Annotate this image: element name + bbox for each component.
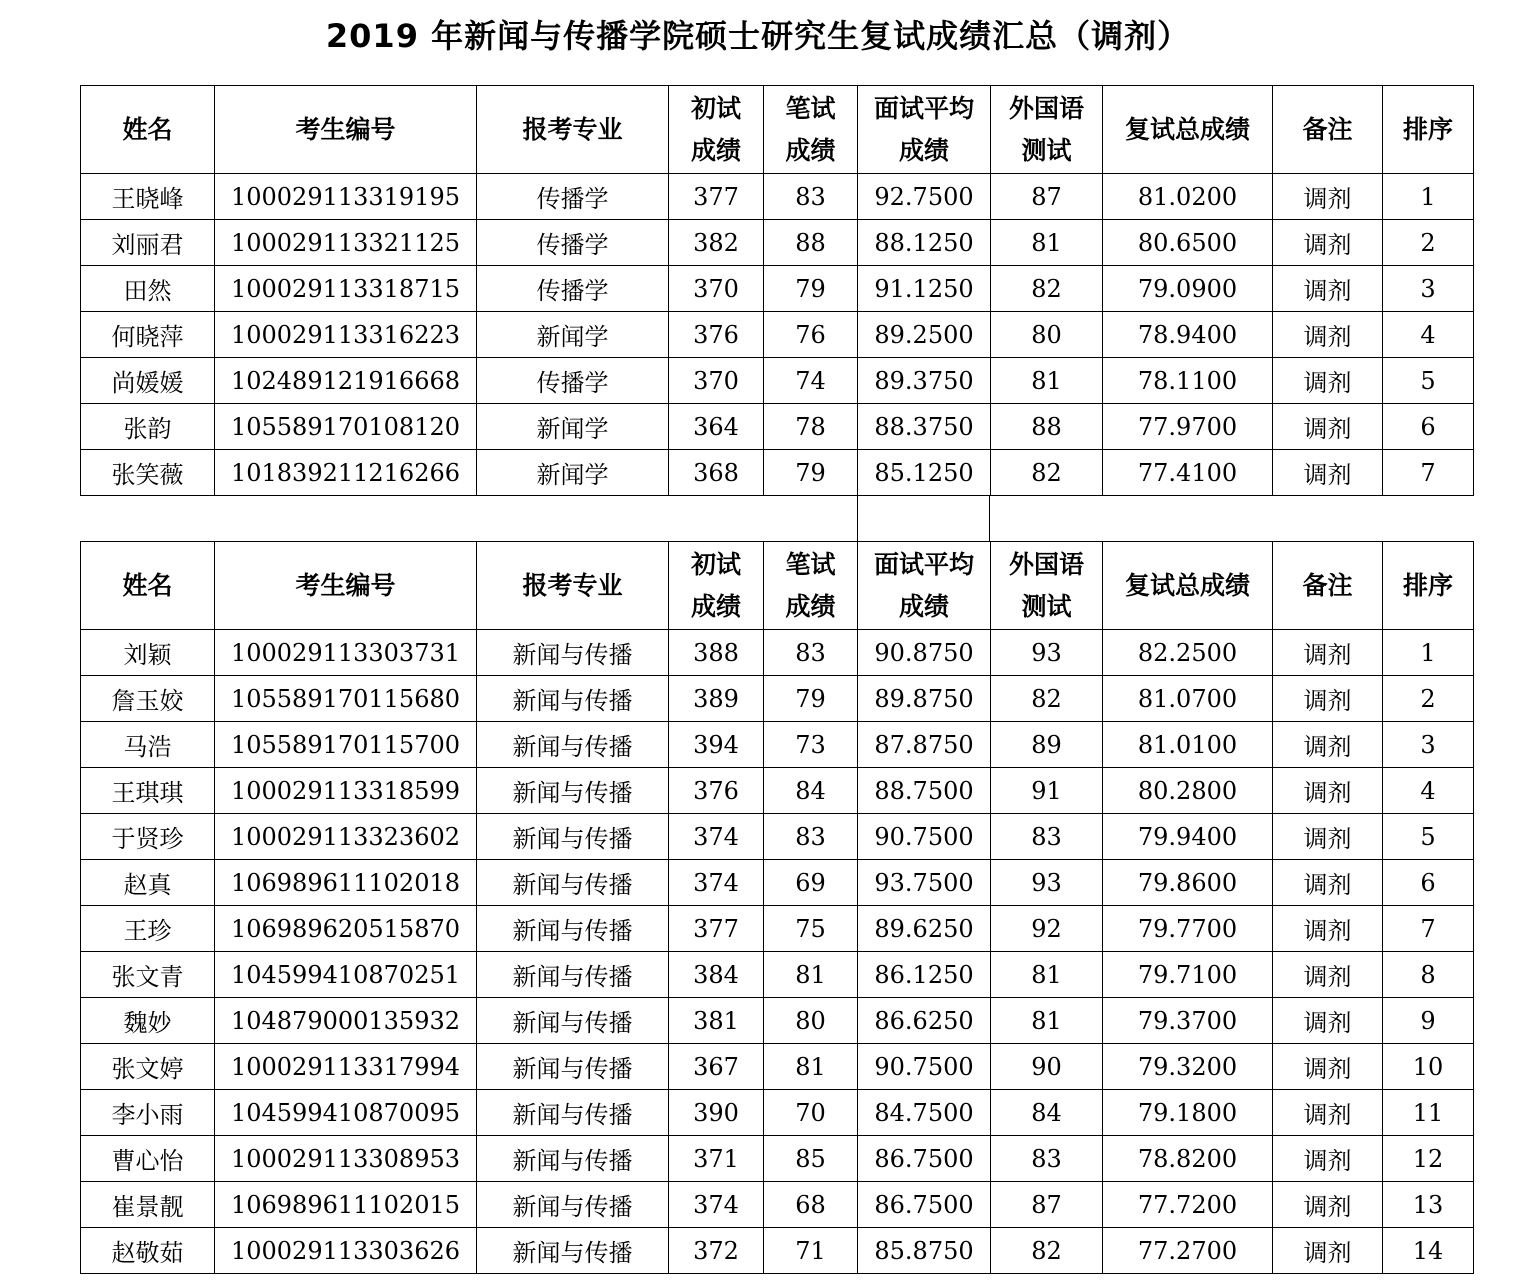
header-row [81, 542, 1474, 630]
cell-written-score: 83 [764, 174, 858, 220]
cell-foreign-language: 82 [991, 676, 1103, 722]
cell-name: 曹心怡 [81, 1136, 215, 1182]
cell-major: 新闻与传播 [477, 860, 669, 906]
cell-rank: 14 [1383, 1228, 1474, 1274]
cell-foreign-language: 90 [991, 1044, 1103, 1090]
cell-written-score: 69 [764, 860, 858, 906]
cell-name: 魏妙 [81, 998, 215, 1044]
cell-written-score: 74 [764, 358, 858, 404]
cell-initial-score: 364 [669, 404, 764, 450]
cell-written-score: 79 [764, 676, 858, 722]
cell-retest-total: 79.8600 [1103, 860, 1273, 906]
cell-initial-score: 374 [669, 860, 764, 906]
cell-initial-score: 370 [669, 358, 764, 404]
cell-exam-id: 100029113323602 [215, 814, 477, 860]
cell-interview-avg: 93.7500 [858, 860, 991, 906]
cell-interview-avg: 87.8750 [858, 722, 991, 768]
header-rank: 排序 [1383, 86, 1474, 174]
cell-rank: 11 [1383, 1090, 1474, 1136]
cell-foreign-language: 91 [991, 768, 1103, 814]
cell-retest-total: 78.8200 [1103, 1136, 1273, 1182]
cell-initial-score: 368 [669, 450, 764, 496]
cell-foreign-language: 87 [991, 1182, 1103, 1228]
table-row [81, 814, 1474, 860]
cell-initial-score: 367 [669, 1044, 764, 1090]
cell-retest-total: 78.1100 [1103, 358, 1273, 404]
cell-major: 新闻与传播 [477, 952, 669, 998]
cell-exam-id: 106989611102015 [215, 1182, 477, 1228]
cell-interview-avg: 90.8750 [858, 630, 991, 676]
cell-retest-total: 80.6500 [1103, 220, 1273, 266]
cell-exam-id: 100029113303731 [215, 630, 477, 676]
table-row [81, 266, 1474, 312]
gap-divider [857, 496, 858, 541]
table-body-1 [81, 174, 1474, 496]
cell-name: 张笑薇 [81, 450, 215, 496]
cell-exam-id: 104599410870251 [215, 952, 477, 998]
cell-name: 王琪琪 [81, 768, 215, 814]
cell-retest-total: 79.9400 [1103, 814, 1273, 860]
cell-foreign-language: 81 [991, 220, 1103, 266]
cell-name: 何晓萍 [81, 312, 215, 358]
cell-interview-avg: 91.1250 [858, 266, 991, 312]
cell-rank: 4 [1383, 768, 1474, 814]
cell-retest-total: 79.3200 [1103, 1044, 1273, 1090]
cell-written-score: 76 [764, 312, 858, 358]
cell-foreign-language: 93 [991, 630, 1103, 676]
cell-written-score: 73 [764, 722, 858, 768]
cell-initial-score: 376 [669, 312, 764, 358]
cell-foreign-language: 87 [991, 174, 1103, 220]
cell-retest-total: 81.0200 [1103, 174, 1273, 220]
cell-retest-total: 79.3700 [1103, 998, 1273, 1044]
cell-exam-id: 100029113316223 [215, 312, 477, 358]
header-major: 报考专业 [477, 86, 669, 174]
cell-written-score: 71 [764, 1228, 858, 1274]
cell-major: 传播学 [477, 266, 669, 312]
cell-major: 新闻与传播 [477, 906, 669, 952]
cell-remark: 调剂 [1273, 1090, 1383, 1136]
table-row [81, 860, 1474, 906]
cell-name: 赵真 [81, 860, 215, 906]
cell-major: 传播学 [477, 220, 669, 266]
cell-foreign-language: 84 [991, 1090, 1103, 1136]
header-remark: 备注 [1273, 542, 1383, 630]
cell-name: 李小雨 [81, 1090, 215, 1136]
cell-initial-score: 394 [669, 722, 764, 768]
cell-interview-avg: 89.3750 [858, 358, 991, 404]
table-row [81, 952, 1474, 998]
cell-exam-id: 105589170115700 [215, 722, 477, 768]
header-name: 姓名 [81, 86, 215, 174]
cell-remark: 调剂 [1273, 266, 1383, 312]
header-retest-total: 复试总成绩 [1103, 86, 1273, 174]
cell-interview-avg: 89.2500 [858, 312, 991, 358]
cell-remark: 调剂 [1273, 814, 1383, 860]
cell-exam-id: 100029113318599 [215, 768, 477, 814]
header-written-score: 笔试 成绩 [764, 86, 858, 174]
cell-remark: 调剂 [1273, 220, 1383, 266]
cell-initial-score: 372 [669, 1228, 764, 1274]
header-name: 姓名 [81, 542, 215, 630]
cell-rank: 7 [1383, 906, 1474, 952]
header-row [81, 86, 1474, 174]
cell-name: 张韵 [81, 404, 215, 450]
cell-remark: 调剂 [1273, 1228, 1383, 1274]
cell-interview-avg: 88.3750 [858, 404, 991, 450]
cell-rank: 3 [1383, 266, 1474, 312]
cell-written-score: 68 [764, 1182, 858, 1228]
cell-remark: 调剂 [1273, 312, 1383, 358]
cell-rank: 8 [1383, 952, 1474, 998]
cell-remark: 调剂 [1273, 860, 1383, 906]
cell-initial-score: 370 [669, 266, 764, 312]
table-row [81, 998, 1474, 1044]
cell-name: 刘丽君 [81, 220, 215, 266]
table-row [81, 1228, 1474, 1274]
cell-name: 张文青 [81, 952, 215, 998]
cell-foreign-language: 80 [991, 312, 1103, 358]
cell-major: 新闻与传播 [477, 1228, 669, 1274]
cell-major: 新闻学 [477, 404, 669, 450]
table-row [81, 404, 1474, 450]
cell-written-score: 81 [764, 952, 858, 998]
header-interview-avg: 面试平均 成绩 [858, 542, 991, 630]
page-title: 2019 年新闻与传播学院硕士研究生复试成绩汇总（调剂） [325, 17, 1191, 55]
table-row [81, 1090, 1474, 1136]
table-row [81, 1136, 1474, 1182]
cell-major: 新闻学 [477, 450, 669, 496]
cell-retest-total: 79.7100 [1103, 952, 1273, 998]
table-row [81, 174, 1474, 220]
cell-exam-id: 100029113303626 [215, 1228, 477, 1274]
cell-written-score: 75 [764, 906, 858, 952]
cell-interview-avg: 85.8750 [858, 1228, 991, 1274]
cell-major: 新闻与传播 [477, 1044, 669, 1090]
cell-remark: 调剂 [1273, 1136, 1383, 1182]
table-row [81, 676, 1474, 722]
cell-written-score: 80 [764, 998, 858, 1044]
cell-remark: 调剂 [1273, 768, 1383, 814]
cell-major: 新闻与传播 [477, 630, 669, 676]
cell-interview-avg: 86.7500 [858, 1136, 991, 1182]
cell-remark: 调剂 [1273, 174, 1383, 220]
table-row [81, 768, 1474, 814]
cell-initial-score: 376 [669, 768, 764, 814]
cell-exam-id: 106989611102018 [215, 860, 477, 906]
cell-name: 赵敬茹 [81, 1228, 215, 1274]
cell-major: 新闻与传播 [477, 1090, 669, 1136]
cell-foreign-language: 83 [991, 1136, 1103, 1182]
cell-rank: 6 [1383, 404, 1474, 450]
table-row [81, 630, 1474, 676]
cell-rank: 3 [1383, 722, 1474, 768]
cell-written-score: 79 [764, 450, 858, 496]
cell-initial-score: 388 [669, 630, 764, 676]
cell-exam-id: 104879000135932 [215, 998, 477, 1044]
cell-interview-avg: 90.7500 [858, 1044, 991, 1090]
cell-retest-total: 81.0700 [1103, 676, 1273, 722]
cell-written-score: 83 [764, 630, 858, 676]
cell-remark: 调剂 [1273, 906, 1383, 952]
cell-major: 新闻与传播 [477, 722, 669, 768]
cell-name: 王晓峰 [81, 174, 215, 220]
cell-exam-id: 100029113321125 [215, 220, 477, 266]
cell-foreign-language: 81 [991, 952, 1103, 998]
cell-exam-id: 102489121916668 [215, 358, 477, 404]
cell-name: 崔景靓 [81, 1182, 215, 1228]
header-foreign-language: 外国语 测试 [991, 542, 1103, 630]
cell-rank: 10 [1383, 1044, 1474, 1090]
cell-foreign-language: 81 [991, 998, 1103, 1044]
cell-remark: 调剂 [1273, 722, 1383, 768]
table-row [81, 312, 1474, 358]
cell-interview-avg: 92.7500 [858, 174, 991, 220]
table-row [81, 358, 1474, 404]
table-row [81, 722, 1474, 768]
cell-interview-avg: 90.7500 [858, 814, 991, 860]
cell-rank: 1 [1383, 174, 1474, 220]
cell-interview-avg: 88.1250 [858, 220, 991, 266]
cell-major: 新闻与传播 [477, 1182, 669, 1228]
cell-written-score: 88 [764, 220, 858, 266]
cell-retest-total: 80.2800 [1103, 768, 1273, 814]
cell-initial-score: 384 [669, 952, 764, 998]
cell-remark: 调剂 [1273, 404, 1383, 450]
cell-rank: 6 [1383, 860, 1474, 906]
cell-rank: 2 [1383, 220, 1474, 266]
cell-written-score: 78 [764, 404, 858, 450]
header-rank: 排序 [1383, 542, 1474, 630]
cell-remark: 调剂 [1273, 1044, 1383, 1090]
cell-foreign-language: 92 [991, 906, 1103, 952]
cell-retest-total: 78.9400 [1103, 312, 1273, 358]
cell-exam-id: 100029113317994 [215, 1044, 477, 1090]
cell-retest-total: 77.7200 [1103, 1182, 1273, 1228]
cell-written-score: 70 [764, 1090, 858, 1136]
cell-remark: 调剂 [1273, 1182, 1383, 1228]
cell-major: 新闻学 [477, 312, 669, 358]
cell-name: 刘颖 [81, 630, 215, 676]
cell-retest-total: 77.4100 [1103, 450, 1273, 496]
cell-rank: 5 [1383, 814, 1474, 860]
header-retest-total: 复试总成绩 [1103, 542, 1273, 630]
cell-exam-id: 100029113319195 [215, 174, 477, 220]
cell-rank: 12 [1383, 1136, 1474, 1182]
cell-retest-total: 82.2500 [1103, 630, 1273, 676]
cell-major: 新闻与传播 [477, 814, 669, 860]
cell-initial-score: 371 [669, 1136, 764, 1182]
cell-name: 张文婷 [81, 1044, 215, 1090]
cell-initial-score: 374 [669, 1182, 764, 1228]
cell-remark: 调剂 [1273, 630, 1383, 676]
cell-retest-total: 79.7700 [1103, 906, 1273, 952]
cell-exam-id: 105589170115680 [215, 676, 477, 722]
cell-initial-score: 389 [669, 676, 764, 722]
cell-rank: 5 [1383, 358, 1474, 404]
cell-initial-score: 382 [669, 220, 764, 266]
cell-exam-id: 101839211216266 [215, 450, 477, 496]
cell-exam-id: 100029113318715 [215, 266, 477, 312]
cell-name: 马浩 [81, 722, 215, 768]
cell-rank: 9 [1383, 998, 1474, 1044]
header-initial-score: 初试 成绩 [669, 86, 764, 174]
cell-interview-avg: 86.6250 [858, 998, 991, 1044]
cell-remark: 调剂 [1273, 358, 1383, 404]
cell-exam-id: 106989620515870 [215, 906, 477, 952]
table-row [81, 906, 1474, 952]
cell-interview-avg: 84.7500 [858, 1090, 991, 1136]
cell-foreign-language: 93 [991, 860, 1103, 906]
cell-major: 新闻与传播 [477, 998, 669, 1044]
cell-interview-avg: 89.8750 [858, 676, 991, 722]
table-row [81, 220, 1474, 266]
header-written-score: 笔试 成绩 [764, 542, 858, 630]
cell-foreign-language: 89 [991, 722, 1103, 768]
cell-name: 王珍 [81, 906, 215, 952]
cell-foreign-language: 82 [991, 266, 1103, 312]
cell-retest-total: 81.0100 [1103, 722, 1273, 768]
cell-written-score: 84 [764, 768, 858, 814]
cell-retest-total: 79.1800 [1103, 1090, 1273, 1136]
cell-foreign-language: 83 [991, 814, 1103, 860]
cell-major: 传播学 [477, 358, 669, 404]
header-exam-id: 考生编号 [215, 542, 477, 630]
cell-initial-score: 381 [669, 998, 764, 1044]
cell-major: 传播学 [477, 174, 669, 220]
cell-exam-id: 100029113308953 [215, 1136, 477, 1182]
cell-remark: 调剂 [1273, 952, 1383, 998]
cell-remark: 调剂 [1273, 450, 1383, 496]
cell-interview-avg: 88.7500 [858, 768, 991, 814]
cell-name: 詹玉姣 [81, 676, 215, 722]
header-initial-score: 初试 成绩 [669, 542, 764, 630]
cell-foreign-language: 82 [991, 450, 1103, 496]
header-interview-avg: 面试平均 成绩 [858, 86, 991, 174]
cell-initial-score: 377 [669, 174, 764, 220]
cell-interview-avg: 89.6250 [858, 906, 991, 952]
cell-rank: 7 [1383, 450, 1474, 496]
cell-retest-total: 79.0900 [1103, 266, 1273, 312]
cell-foreign-language: 88 [991, 404, 1103, 450]
cell-rank: 4 [1383, 312, 1474, 358]
cell-written-score: 79 [764, 266, 858, 312]
gap-divider [989, 496, 990, 541]
cell-remark: 调剂 [1273, 998, 1383, 1044]
score-table-2 [80, 541, 1474, 1274]
cell-retest-total: 77.9700 [1103, 404, 1273, 450]
cell-initial-score: 374 [669, 814, 764, 860]
cell-interview-avg: 86.1250 [858, 952, 991, 998]
header-foreign-language: 外国语 测试 [991, 86, 1103, 174]
cell-rank: 1 [1383, 630, 1474, 676]
cell-name: 尚媛媛 [81, 358, 215, 404]
cell-written-score: 85 [764, 1136, 858, 1182]
header-remark: 备注 [1273, 86, 1383, 174]
cell-exam-id: 104599410870095 [215, 1090, 477, 1136]
table-row [81, 1044, 1474, 1090]
cell-retest-total: 77.2700 [1103, 1228, 1273, 1274]
cell-major: 新闻与传播 [477, 676, 669, 722]
cell-interview-avg: 86.7500 [858, 1182, 991, 1228]
cell-major: 新闻与传播 [477, 768, 669, 814]
header-exam-id: 考生编号 [215, 86, 477, 174]
cell-initial-score: 377 [669, 906, 764, 952]
cell-remark: 调剂 [1273, 676, 1383, 722]
header-major: 报考专业 [477, 542, 669, 630]
cell-major: 新闻与传播 [477, 1136, 669, 1182]
cell-name: 田然 [81, 266, 215, 312]
cell-rank: 13 [1383, 1182, 1474, 1228]
cell-written-score: 81 [764, 1044, 858, 1090]
table-row [81, 450, 1474, 496]
cell-initial-score: 390 [669, 1090, 764, 1136]
cell-foreign-language: 82 [991, 1228, 1103, 1274]
table-body-2 [81, 630, 1474, 1274]
cell-name: 于贤珍 [81, 814, 215, 860]
cell-written-score: 83 [764, 814, 858, 860]
table-row [81, 1182, 1474, 1228]
score-table-1 [80, 85, 1474, 496]
cell-interview-avg: 85.1250 [858, 450, 991, 496]
cell-foreign-language: 81 [991, 358, 1103, 404]
cell-rank: 2 [1383, 676, 1474, 722]
cell-exam-id: 105589170108120 [215, 404, 477, 450]
